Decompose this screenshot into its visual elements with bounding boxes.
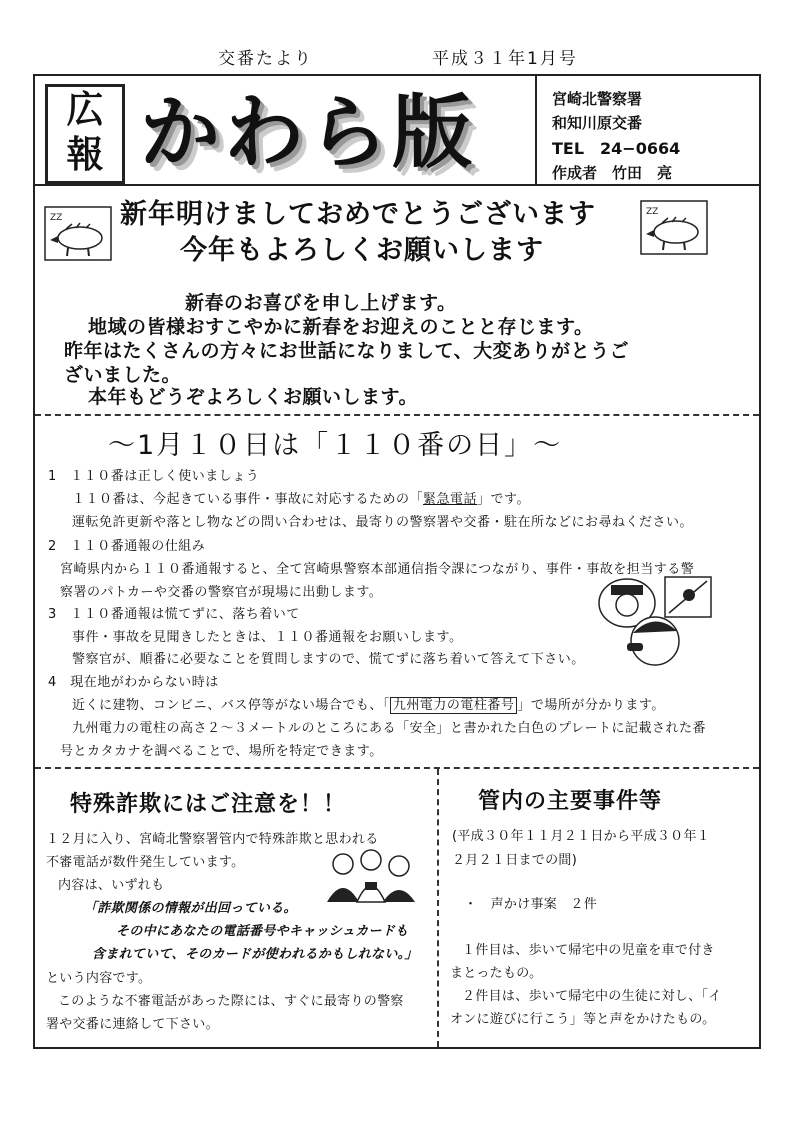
boar-icon-left	[44, 206, 112, 261]
emergency-call-emphasis: 緊急電話	[423, 492, 478, 507]
greeting-body-5: 本年もどうぞよろしくお願いします。	[88, 386, 418, 408]
incidents-line-3: ２件目は、歩いて帰宅中の生徒に対し、「イ	[462, 989, 722, 1004]
fraud-quote-2: その中にあなたの電話番号やキャッシュカードも	[116, 924, 409, 939]
fraud-quote-1: 「詐欺関係の情報が出回っている。	[84, 901, 297, 916]
fraud-line-4: という内容です。	[46, 971, 152, 986]
telephone: TEL 24−0664	[552, 139, 681, 158]
incidents-period-2: ２月２１日までの間)	[452, 853, 578, 868]
item3-line-1: 事件・事故を見聞きしたときは、１１０番通報をお願いします。	[72, 630, 463, 645]
item2-heading: 2 １１０番通報の仕組み	[48, 539, 206, 554]
item4-heading: 4 現在地がわからない時は	[48, 675, 219, 690]
column-divider	[437, 769, 439, 1047]
greeting-body-3: 昨年はたくさんの方々にお世話になりまして、大変ありがとうご	[64, 340, 630, 362]
incidents-title: 管内の主要事件等	[478, 789, 663, 814]
newsletter-name: 交番たより	[218, 49, 313, 69]
koho-bottom: 報	[66, 132, 104, 176]
item4-line-2: 九州電力の電柱の高さ２～３メートルのところにある「安全」と書かれた白色のプレートに記載された番	[72, 721, 706, 736]
greeting-body-2: 地域の皆様おすこやかに新春をお迎えのことと存じます。	[88, 316, 594, 338]
item2-line-2: 察署のパトカーや交番の警察官が現場に出動します。	[60, 585, 383, 600]
incidents-line-1: １件目は、歩いて帰宅中の児童を車で付き	[462, 943, 715, 958]
svg-text:ZZ: ZZ	[50, 213, 63, 223]
fraud-quote-3: 含まれていて、そのカードが使われるかもしれない。」	[92, 947, 418, 962]
section-divider-2	[35, 767, 759, 769]
issue-date: 平成３１年1月号	[432, 49, 578, 69]
koho-top: 広	[66, 87, 104, 131]
greeting-line-1: 新年明けましておめでとうございます	[120, 199, 596, 230]
fraud-line-1: １２月に入り、宮崎北警察署管内で特殊詐欺と思われる	[46, 832, 379, 847]
section-divider-1	[35, 414, 759, 416]
power-pole-emphasis: 九州電力の電柱番号	[390, 697, 518, 714]
koban-name: 和知川原交番	[552, 114, 643, 132]
greeting-body-4: ざいました。	[64, 364, 182, 386]
incidents-line-2: まとったもの。	[450, 966, 543, 981]
fraud-line-5: このような不審電話があった際には、すぐに最寄りの警察	[58, 994, 404, 1009]
item1-heading: 1 １１０番は正しく使いましょう	[48, 469, 260, 484]
police-phone-illustration	[597, 573, 715, 673]
author: 作成者 竹田 亮	[552, 164, 673, 182]
header-info-divider	[535, 76, 537, 184]
masthead-title: かわら版	[140, 86, 476, 179]
greeting-body-1: 新春のお喜びを申し上げます。	[185, 292, 457, 314]
header-divider	[33, 184, 761, 186]
day110-title: ～1月１０日は「１１０番の日」～	[108, 430, 563, 461]
fraud-line-6: 署や交番に連絡して下さい。	[46, 1017, 219, 1032]
boar-icon-right	[640, 200, 708, 255]
item1-line-2: 運転免許更新や落とし物などの問い合わせは、最寄りの警察署や交番・駐在所などにお尋ねください。	[72, 515, 694, 530]
item2-line-1: 宮崎県内から１１０番通報すると、全て宮崎県警察本部通信指令課につながり、事件・事故を担当する警	[60, 562, 695, 577]
incidents-line-4: オンに遊びに行こう」等と声をかけたもの。	[450, 1012, 716, 1027]
incidents-period-1: (平成３０年１１月２１日から平成３０年１	[452, 829, 711, 844]
greeting-line-2: 今年もよろしくお願いします	[180, 235, 544, 266]
people-group-illustration	[323, 848, 419, 904]
svg-text:ZZ: ZZ	[646, 207, 659, 217]
station-name: 宮崎北警察署	[552, 90, 643, 108]
item3-heading: 3 １１０番通報は慌てずに、落ち着いて	[48, 607, 300, 622]
item3-line-2: 警察官が、順番に必要なことを質問しますので、慌てずに落ち着いて答えて下さい。	[72, 652, 585, 667]
fraud-title: 特殊詐欺にはご注意を！！	[70, 792, 347, 817]
item1-line-1: １１０番は、今起きている事件・事故に対応するための「緊急電話」です。	[72, 492, 530, 507]
koho-badge	[45, 84, 125, 184]
incidents-summary: ・ 声かけ事案 ２件	[464, 897, 598, 912]
fraud-line-2: 不審電話が数件発生しています。	[46, 855, 245, 870]
fraud-line-3: 内容は、いずれも	[58, 878, 165, 893]
item4-line-1: 近くに建物、コンビニ、バス停等がない場合でも、「 九州電力の電柱番号 」で場所が分かります。	[72, 698, 665, 713]
item4-line-3: 号とカタカナを調べることで、場所を特定できます。	[60, 744, 383, 759]
